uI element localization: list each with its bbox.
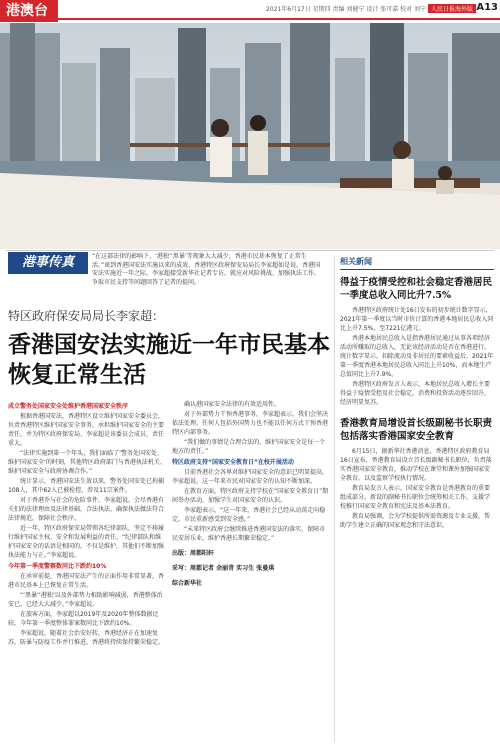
- intro-paragraph: “在这部法律的影响下，‘港独’‘黑暴’等现象大大减少，香港市民基本恢复了正常生活。”谈到香港国安法实施以来的成效，香港特区政府保安局局长李家超如是说。香港国安法实施近一年之际，李家超接受新华社记者专访，就应对风险挑战、加强执法工作、争取市民支持等问题回答了记者的提问。: [92, 253, 321, 286]
- article-column-1: [8, 400, 166, 648]
- column-separator: [334, 256, 335, 742]
- section-heading: 特区政府支持“国家安全教育日”在校开展活动: [172, 459, 294, 466]
- byline: 采写：周都记者 余丽青 实习生 张曼琪: [172, 565, 275, 572]
- related-news-column: [340, 256, 494, 531]
- byline: 出版：周都阳轩: [172, 550, 215, 557]
- body-paragraph: 对于外部势力干预香港事务，李家超表示，我们会坚决依法处理。任何人包括外国势力也不能以任何方式干预香港特区内部事务。: [172, 411, 329, 436]
- body-paragraph: 李家超表示，“这一年来，香港社会已经从动荡走向稳定，市民重新感受到安全感。”: [172, 507, 326, 523]
- body-paragraph: 李家超说，随着社会治安好转，香港经济正在加速复苏，防暴与防疫工作并行推进，香港将持续保持繁荣稳定。: [8, 630, 165, 646]
- related-body-1: [340, 306, 494, 407]
- related-headline-2: 香港教育局增设首长级副秘书长职责包括落实香港国家安全教育: [340, 418, 493, 442]
- dateline: [266, 4, 476, 13]
- body-paragraph: 香港本地居民总收入是指香港居民通过从事各项经济活动所赚取的总收入，无论该经济活动是否在香港进行。统计数字显示，扣除流动及非居民的要素收益后，2021年第一季度香港本地居民总收入同比上升10%，而本地生产总值同比上升7.9%。: [340, 335, 494, 378]
- related-news-label: 相关新闻: [340, 256, 494, 270]
- page-number: A13: [476, 2, 498, 13]
- byline: 综合新华社: [172, 580, 203, 587]
- body-paragraph: 近一年，特区政府保安局带领各纪律部队，坚定不移履行维护国家主权、安全和发展利益的责任。“纪律部队和维护国家安全的话语是相同的，不仅是维护，其他们不断加强执法能力与正。”李家超说。: [8, 525, 165, 559]
- section-heading: 成立警务处国家安全处维护香港国家安全秩序: [8, 403, 129, 410]
- body-paragraph: “我们做的事情是合理合法的，维护国家安全是每一个地方的责任。”: [172, 439, 326, 455]
- body-paragraph: 确认港国家安全法律的有效适用性。: [184, 401, 281, 408]
- body-paragraph: 在教育方面，特区政府支持学校在“国家安全教育日”期间举办活动，加强学生对国家安全的认识。: [172, 488, 329, 504]
- body-paragraph: 教育局发言人表示，国家安全教育是香港教育的重要组成部分。新设的副秘书长职位会统筹相关工作，支援学校推行国家安全教育和宪法及基本法教育。: [340, 485, 491, 510]
- body-paragraph: 统计显示，香港国安法生效以来，警务处国安处已拘捕108人，其中62人已被检控，涉及11宗案件。: [8, 478, 165, 494]
- page-header: [0, 0, 500, 22]
- section-divider: [6, 250, 494, 251]
- body-paragraph: 教育局强调，会为学校提供所需资源及专业支援，帮助学生建立正确的国家观念和守法意识。: [340, 513, 491, 529]
- body-paragraph: 目前香港社会各界对维护国家安全的意识已明显提高，李家超说，这一年来市民对国家安全的认知不断加深。: [172, 469, 329, 485]
- article-headline: 香港国安法实施近一年市民基本恢复正常生活: [8, 331, 330, 388]
- body-paragraph: 香港特区政府发言人表示，本地居民总收入增长主要得益于疫情受控及社会稳定，消费和投资活动逐步回升，经济明显复苏。: [340, 381, 491, 406]
- related-headline-1: 得益于疫情受控和社会稳定香港居民一季度总收入同比升7.5%: [340, 277, 493, 301]
- body-paragraph: 根据香港国安法，香港特区设立维护国家安全委员会，负责香港特区维护国家安全事务，承担维护国家安全的主要责任，并为特区政府保安局、李家超是该委员会成员，责任重大。: [8, 413, 165, 447]
- body-paragraph: “未来特区政府会继续推进香港国安法的落实，保障市民安居乐业，维护香港长期繁荣稳定。”: [172, 526, 326, 542]
- body-paragraph: 在承审前提，香港国安法产生的正面作用非常显著，香港市民基本上已恢复正常生活。: [8, 573, 165, 589]
- dateline-text: 2021年6月17日 星期四 责编 刘健宁 设计 张可嘉 校对 刘宁: [265, 6, 427, 13]
- article-column-2: [172, 400, 330, 589]
- body-paragraph: 对于香港乔与社会的危险事件，李家超说，会尽香港有关们的法律理由及法律基础，合法执法，确保执法做法符合法律规范，保障社会秩序。: [8, 497, 165, 522]
- body-paragraph: “法律实施到第一个年头，我们面临了‘警务处国安处、维护国家安全’的时刻，其他特区政府部门与香港执法机关、维护国家安全与政府协调合作。”: [8, 450, 166, 475]
- body-paragraph: “‘黑暴’‘港独’以及外部势力相助影响减弱，香港整体治安已，已经大大减少。”李家超说。: [8, 592, 163, 608]
- harbour-photo: [0, 23, 500, 249]
- article-kicker: 特区政府保安局局长李家超：: [8, 309, 165, 323]
- body-paragraph: 在旅客方面，李家超以2019年及2020年整体数据比较，今年第一季度整体罪案数同比下跌约10%。: [8, 611, 159, 627]
- newspaper-badge: 人民日报海外版: [428, 4, 476, 13]
- column-label: 港事传真: [8, 252, 88, 274]
- header-rule: [58, 18, 500, 20]
- section-logo: 港澳台: [0, 0, 58, 22]
- body-paragraph: 香港特区政府统计处16日发布的初步统计数字显示，2021年第一季度以当时市价计算的香港本地居民总收入同比上升7.5%，至7221亿港元。: [340, 307, 494, 332]
- photo-illustration: [0, 23, 500, 249]
- section-heading: 今年第一季度警察数同比下跌约10%: [8, 563, 107, 570]
- body-paragraph: 6月15日，据新华社香港消息，香港特区政府教育局16日宣布，香港教育局设立首长级副秘书长职位，负责落实香港国家安全教育，推动学校在课堂和课外加强国家安全教育，以及监察学校执行情况。: [340, 448, 492, 482]
- related-body-2: [340, 447, 494, 530]
